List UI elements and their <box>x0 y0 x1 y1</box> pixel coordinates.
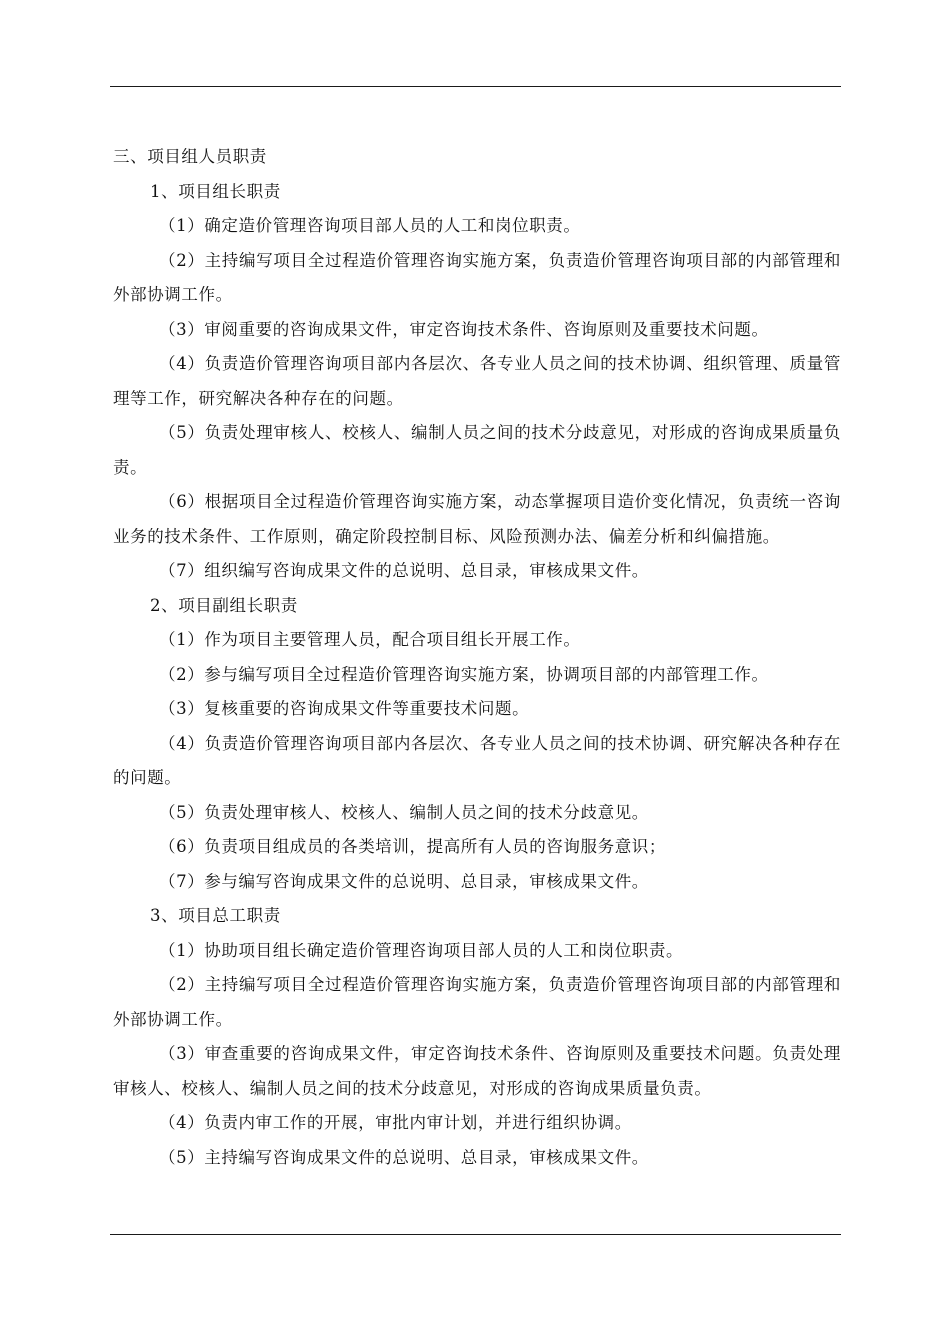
duty-item: （3）审查重要的咨询成果文件，审定咨询技术条件、咨询原则及重要技术问题。负责处理审核人、校核人、编制人员之间的技术分歧意见，对形成的咨询成果质量负责。 <box>113 1044 841 1098</box>
header-rule <box>110 86 841 87</box>
section-title: 三、项目组人员职责 <box>113 147 267 166</box>
subsection-heading: 1、项目组长职责 <box>150 181 281 201</box>
duty-item: （1）协助项目组长确定造价管理咨询项目部人员的人工和岗位职责。 <box>159 940 684 960</box>
duty-item: （2）主持编写项目全过程造价管理咨询实施方案，负责造价管理咨询项目部的内部管理和外部协调工作。 <box>113 975 841 1029</box>
duty-item: （6）根据项目全过程造价管理咨询实施方案，动态掌握项目造价变化情况，负责统一咨询业务的技术条件、工作原则，确定阶段控制目标、风险预测办法、偏差分析和纠偏措施。 <box>113 492 841 546</box>
duty-item: （2）主持编写项目全过程造价管理咨询实施方案，负责造价管理咨询项目部的内部管理和外部协调工作。 <box>113 250 841 304</box>
duty-item: （5）负责处理审核人、校核人、编制人员之间的技术分歧意见，对形成的咨询成果质量负责。 <box>113 423 841 477</box>
subsection-heading: 2、项目副组长职责 <box>150 595 298 615</box>
subsection-heading: 3、项目总工职责 <box>150 906 281 925</box>
duty-item: （1）作为项目主要管理人员，配合项目组长开展工作。 <box>159 630 581 649</box>
document-body <box>113 140 841 1175</box>
footer-rule <box>110 1234 841 1235</box>
duty-item: （3）复核重要的咨询成果文件等重要技术问题。 <box>159 699 530 718</box>
duty-item: （4）负责造价管理咨询项目部内各层次、各专业人员之间的技术协调、研究解决各种存在的问题。 <box>113 733 841 787</box>
duty-item: （4）负责内审工作的开展，审批内审计划，并进行组织协调。 <box>159 1113 632 1132</box>
duty-item: （1）确定造价管理咨询项目部人员的人工和岗位职责。 <box>159 216 581 235</box>
duty-item: （6）负责项目组成员的各类培训，提高所有人员的咨询服务意识； <box>159 837 666 856</box>
duty-item: （7）组织编写咨询成果文件的总说明、总目录，审核成果文件。 <box>159 561 649 580</box>
duty-item: （7）参与编写咨询成果文件的总说明、总目录，审核成果文件。 <box>159 871 649 891</box>
duty-item: （5）主持编写咨询成果文件的总说明、总目录，审核成果文件。 <box>159 1147 649 1167</box>
duty-item: （4）负责造价管理咨询项目部内各层次、各专业人员之间的技术协调、组织管理、质量管理等工作，研究解决各种存在的问题。 <box>113 354 841 408</box>
duty-item: （2）参与编写项目全过程造价管理咨询实施方案，协调项目部的内部管理工作。 <box>159 664 769 684</box>
duty-item: （5）负责处理审核人、校核人、编制人员之间的技术分歧意见。 <box>159 802 649 822</box>
duty-item: （3）审阅重要的咨询成果文件，审定咨询技术条件、咨询原则及重要技术问题。 <box>159 319 769 339</box>
